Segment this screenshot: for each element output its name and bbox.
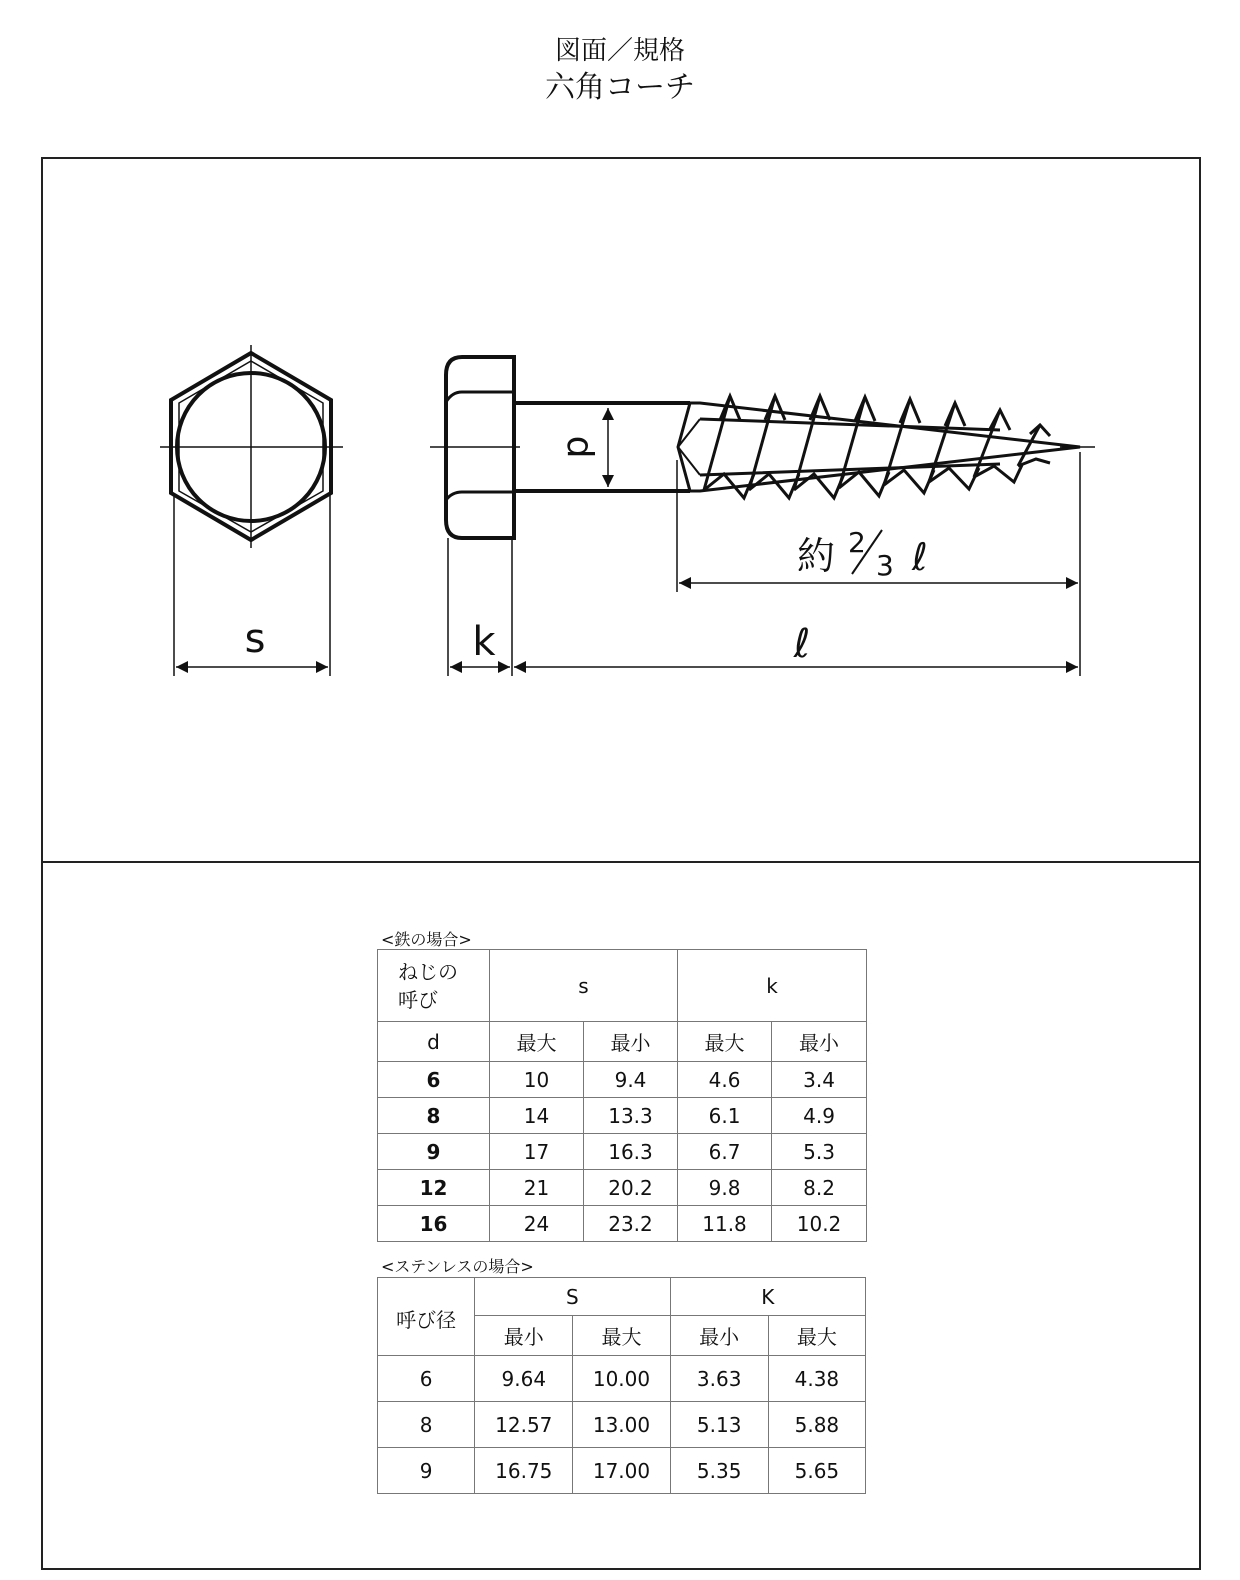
cell-k-min: 3.63 [670, 1356, 768, 1402]
cell-s-min: 13.3 [584, 1098, 678, 1134]
iron-spec-table [377, 949, 867, 1242]
subheader-d: d [378, 1022, 490, 1062]
k-dimension-label: k [472, 619, 496, 665]
cell-diameter: 9 [378, 1448, 475, 1494]
iron-table-caption: <鉄の場合> [381, 930, 472, 949]
subheader-s-min: 最小 [475, 1316, 573, 1356]
cell-s-max: 21 [490, 1170, 584, 1206]
table-row [378, 1170, 867, 1206]
s-dimension-label: s [244, 616, 266, 662]
header-s: S [475, 1278, 670, 1316]
cell-k-max: 4.38 [768, 1356, 865, 1402]
cell-s-max: 14 [490, 1098, 584, 1134]
cell-s-max: 13.00 [573, 1402, 670, 1448]
svg-text:3: 3 [876, 549, 894, 582]
cell-k-min: 5.35 [670, 1448, 768, 1494]
table-row [378, 1206, 867, 1242]
stainless-table-caption: <ステンレスの場合> [381, 1257, 534, 1276]
cell-k-max: 6.7 [678, 1134, 772, 1170]
header-k: K [670, 1278, 865, 1316]
cell-k-min: 10.2 [772, 1206, 867, 1242]
svg-text:2: 2 [848, 526, 866, 559]
table-row [378, 1134, 867, 1170]
cell-k-max: 5.65 [768, 1448, 865, 1494]
l-dimension-label: ℓ [793, 621, 811, 667]
cell-k-max: 11.8 [678, 1206, 772, 1242]
cell-d: 16 [378, 1206, 490, 1242]
subheader-s-max: 最大 [490, 1022, 584, 1062]
cell-s-max: 10 [490, 1062, 584, 1098]
cell-s-min: 16.3 [584, 1134, 678, 1170]
stainless-spec-table [377, 1277, 866, 1494]
approx-two-thirds-label [797, 526, 928, 582]
cell-k-min: 5.3 [772, 1134, 867, 1170]
cell-k-min: 8.2 [772, 1170, 867, 1206]
cell-diameter: 8 [378, 1402, 475, 1448]
cell-k-min: 3.4 [772, 1062, 867, 1098]
svg-text:ℓ: ℓ [912, 535, 928, 579]
cell-k-max: 6.1 [678, 1098, 772, 1134]
table-row [378, 1402, 866, 1448]
subheader-k-max: 最大 [768, 1316, 865, 1356]
screw-head-side-view [430, 357, 520, 538]
cell-k-min: 5.13 [670, 1402, 768, 1448]
header-s: s [490, 950, 678, 1022]
cell-d: 8 [378, 1098, 490, 1134]
cell-s-max: 17 [490, 1134, 584, 1170]
table-row [378, 1098, 867, 1134]
cell-diameter: 6 [378, 1356, 475, 1402]
cell-s-min: 20.2 [584, 1170, 678, 1206]
table-row [378, 1448, 866, 1494]
screw-thread [678, 396, 1095, 498]
cell-s-min: 16.75 [475, 1448, 573, 1494]
cell-s-max: 10.00 [573, 1356, 670, 1402]
subheader-s-min: 最小 [584, 1022, 678, 1062]
cell-s-min: 23.2 [584, 1206, 678, 1242]
subheader-k-min: 最小 [670, 1316, 768, 1356]
length-dimensions [448, 452, 1080, 676]
cell-s-min: 9.4 [584, 1062, 678, 1098]
header-k: k [678, 950, 867, 1022]
cell-s-min: 12.57 [475, 1402, 573, 1448]
subheader-k-min: 最小 [772, 1022, 867, 1062]
cell-k-max: 4.6 [678, 1062, 772, 1098]
cell-s-min: 9.64 [475, 1356, 573, 1402]
cell-d: 12 [378, 1170, 490, 1206]
table-row [378, 1356, 866, 1402]
header-screw-size: ねじの 呼び [378, 950, 490, 1022]
header-nominal-diameter: 呼び径 [378, 1278, 475, 1356]
cell-d: 9 [378, 1134, 490, 1170]
table-row [378, 1062, 867, 1098]
cell-d: 6 [378, 1062, 490, 1098]
screw-shank [514, 403, 690, 491]
subheader-s-max: 最大 [573, 1316, 670, 1356]
subheader-k-max: 最大 [678, 1022, 772, 1062]
page-title: 六角コーチ [545, 70, 695, 105]
cell-k-max: 9.8 [678, 1170, 772, 1206]
d-dimension-label: d [559, 435, 600, 459]
svg-text:約: 約 [797, 534, 836, 578]
page-subtitle: 図面／規格 [554, 36, 685, 66]
cell-k-min: 4.9 [772, 1098, 867, 1134]
cell-s-max: 17.00 [573, 1448, 670, 1494]
cell-s-max: 24 [490, 1206, 584, 1242]
cell-k-max: 5.88 [768, 1402, 865, 1448]
